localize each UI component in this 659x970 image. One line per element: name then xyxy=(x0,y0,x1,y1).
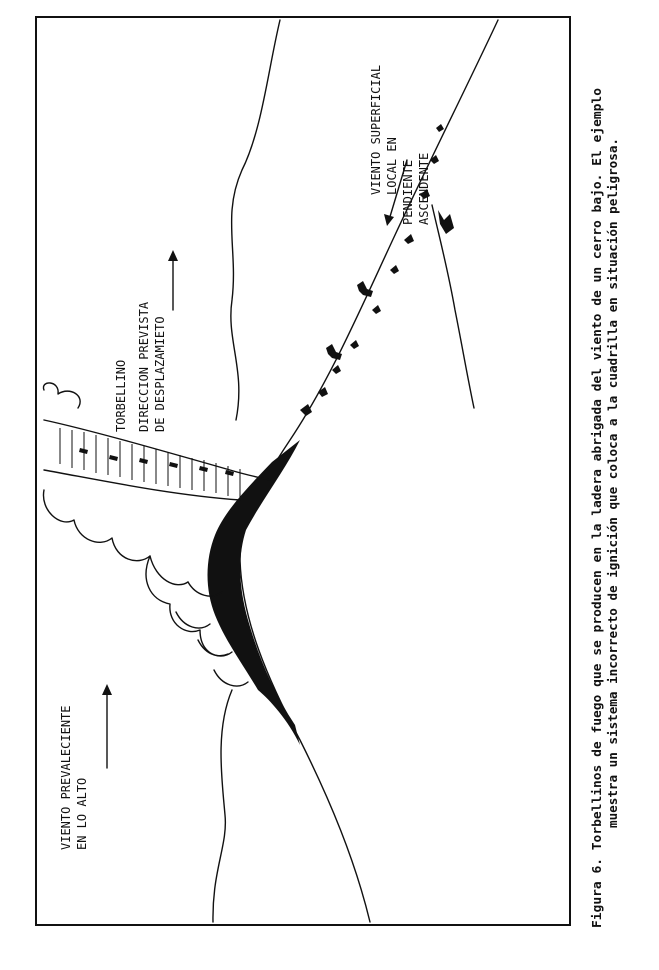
crew-figures xyxy=(326,281,373,360)
lower-hill-right xyxy=(432,205,474,408)
label-viento-superficial-4: ASCENDENTE xyxy=(417,152,431,225)
arrow-direction xyxy=(168,250,178,310)
label-viento-superficial-2: LOCAL EN xyxy=(385,137,399,195)
lower-hill-left xyxy=(213,690,232,922)
label-torbellino: TORBELLINO xyxy=(114,359,128,432)
label-direccion-1: DIRECCION PREVISTA xyxy=(137,301,151,432)
label-viento-superficial-3: PENDIENTE xyxy=(401,159,415,225)
background-ridge xyxy=(231,20,280,420)
figure-frame xyxy=(36,17,570,925)
arrow-prevailing-wind xyxy=(102,684,112,768)
caption-line-2: muestra un sistema incorrecto de ignición que coloca a la cuadrilla en situación peligrosa. xyxy=(605,143,620,828)
label-direccion-2: DE DESPLAZAMIETO xyxy=(153,316,167,432)
label-viento-prevaleciente-1: VIENTO PREVALECIENTE xyxy=(59,705,73,850)
label-viento-superficial-1: VIENTO SUPERFICIAL xyxy=(369,64,383,195)
caption-line-1: Figura 6. Torbellinos de fuego que se producen en la ladera abrigada del viento de un cerro bajo. El ejemplo xyxy=(589,115,604,928)
hill-ridge-lower xyxy=(240,560,370,922)
label-viento-prevaleciente-2: EN LO ALTO xyxy=(75,777,89,850)
